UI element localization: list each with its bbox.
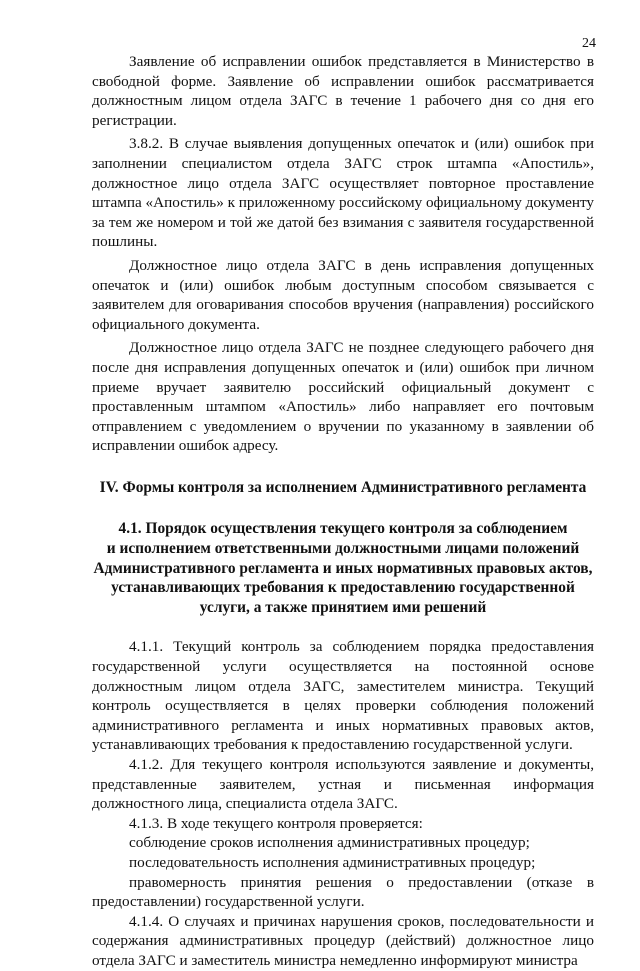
paragraph: 3.8.2. В случае выявления допущенных опечаток и (или) ошибок при заполнении специалистом отдела ЗАГС строк штампа «Апостиль», должностное лицо отдела ЗАГС осуществляет повторное проставление штампа «Апостиль» к приложенному российскому официальному документу за тем же номером и той же датой без взимания с заявителя государственной пошлины. (92, 135, 594, 251)
list-item: последовательность исполнения административных процедур; (129, 853, 536, 871)
paragraph: Заявление об исправлении ошибок представляется в Министерство в свободной форме. Заявление об исправлении ошибок рассматривается должностным лицом отдела ЗАГС в течение 1 рабочего дня со дня его регистрации. (92, 53, 594, 129)
document-body (92, 52, 594, 971)
list-item: соблюдение сроков исполнения административных процедур; (129, 834, 530, 852)
subsection-heading (92, 519, 594, 617)
subsection-heading-line: устанавливающих требования к предоставлению государственной (111, 579, 575, 597)
page-number: 24 (582, 36, 596, 51)
paragraph: 4.1.4. О случаях и причинах нарушения сроков, последовательности и содержания административных процедур (действий) должностное лицо отдела ЗАГС и заместитель министра немедленно информируют министра (92, 912, 594, 969)
subsection-heading-line: услуги, а также принятием ими решений (199, 598, 487, 616)
paragraph: 4.1.2. Для текущего контроля используются заявление и документы, представленные заявителем, устная и письменная информация должностного лица, специалиста отдела ЗАГС. (92, 756, 594, 813)
paragraph: 4.1.3. В ходе текущего контроля проверяется: (129, 814, 423, 832)
list-item: правомерность принятия решения о предоставлении (отказе в предоставлении) государственной услуги. (92, 873, 594, 911)
paragraph: Должностное лицо отдела ЗАГС в день исправления допущенных опечаток и (или) ошибок любым доступным способом связывается с заявителем для оговаривания способов вручения (направления) российского официального документа. (92, 256, 594, 333)
paragraph: 4.1.1. Текущий контроль за соблюдением порядка предоставления государственной услуги осуществляется на постоянной основе должностным лицом отдела ЗАГС, заместителем министра. Текущий контроль осуществляется в целях проверки соблюдения положений административного регламента и иных нормативных правовых актов, устанавливающих требования к предоставлению государственной услуги. (92, 638, 594, 754)
paragraph: Должностное лицо отдела ЗАГС не позднее следующего рабочего дня после дня исправления допущенных опечаток и (или) ошибок при личном приеме вручает заявителю российский официальный документ с проставленным штампом «Апостиль» либо направляет его почтовым отправлением с уведомлением о вручении по указанному в заявлении об исправлении ошибок адресу. (92, 339, 594, 455)
section-heading: IV. Формы контроля за исполнением Административного регламента (99, 478, 587, 496)
subsection-heading-line: 4.1. Порядок осуществления текущего контроля за соблюдением (118, 520, 568, 538)
subsection-heading-line: и исполнением ответственными должностными лицами положений (106, 540, 580, 558)
subsection-heading-line: Административного регламента и иных нормативных правовых актов, (93, 559, 593, 577)
